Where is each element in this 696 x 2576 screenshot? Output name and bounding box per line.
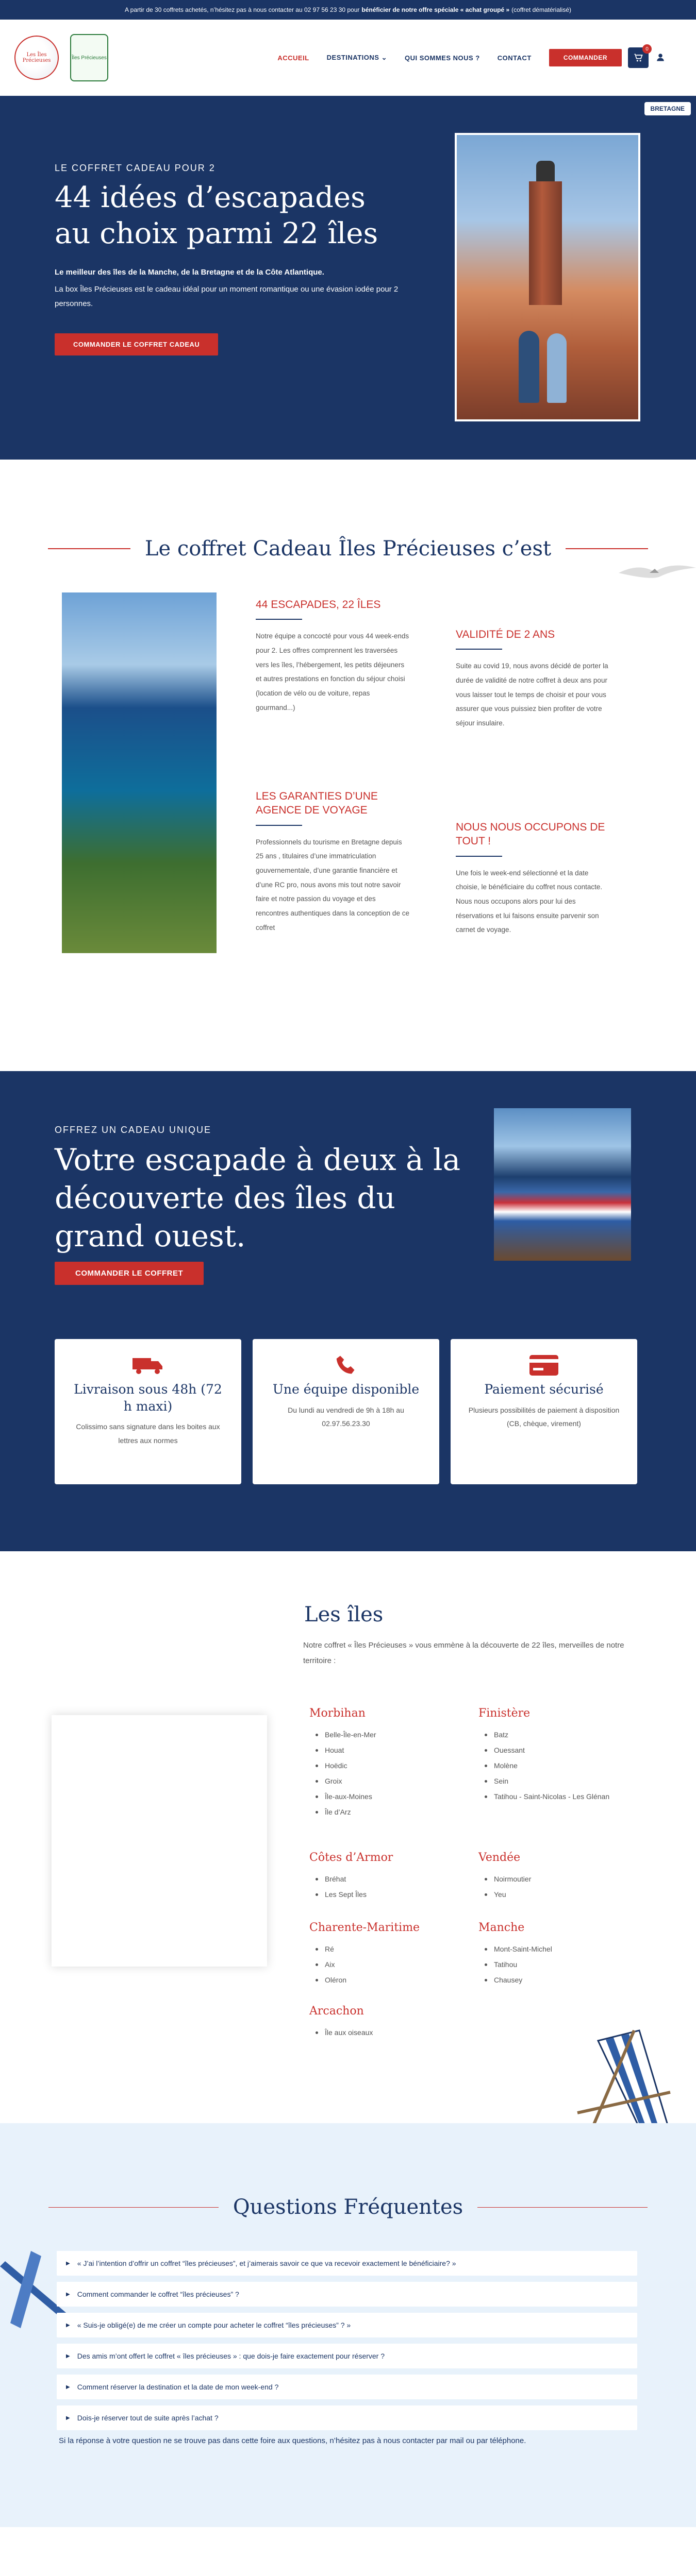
cart-count: 0 [642, 44, 652, 54]
iles-section [0, 1551, 696, 2123]
faq-item[interactable] [57, 2313, 637, 2337]
nav-qui-sommes-nous[interactable]: QUI SOMMES NOUS ? [405, 54, 480, 62]
phone-icon [268, 1352, 424, 1378]
user-icon [656, 53, 665, 62]
island-item: Sein [478, 1773, 628, 1789]
feature-card-livraison [55, 1339, 241, 1484]
escapade-title: Votre escapade à deux à la découverte des îles du grand ouest. [55, 1142, 461, 1254]
brand-logo-text: Les Îles Précieuses [22, 52, 51, 63]
island-item: Yeu [478, 1887, 628, 1902]
hero-content [55, 163, 410, 355]
faq-item[interactable] [57, 2344, 637, 2368]
island-list [478, 1727, 628, 1804]
island-list [309, 1727, 459, 1820]
feature-card-equipe [253, 1339, 439, 1484]
island-item: Aix [309, 1957, 459, 1972]
coffret-block-escapades [256, 598, 410, 715]
title-divider [48, 548, 130, 549]
title-divider [566, 548, 648, 549]
caret-right-icon: ▶ [66, 2353, 70, 2359]
card-text: Colissimo sans signature dans les boites aux lettres aux normes [76, 1422, 220, 1445]
person-shape [547, 333, 567, 403]
blb-section [0, 2527, 696, 2576]
escapade-content [55, 1125, 467, 1285]
region-title: Vendée [478, 1851, 521, 1864]
cart-icon [633, 53, 643, 63]
faq-question: Dois-je réserver tout de suite après l’achat ? [77, 2414, 219, 2422]
faq-title-row [0, 2195, 696, 2219]
block-text: Une fois le week-end sélectionné et la date choisie, le bénéficiaire du coffret nous contacte. Nous nous occupons alors pour lui des réservations et lui faisons ensuite parvenir son carnet de voyage. [456, 869, 603, 934]
hero-title: 44 idées d’escapades au choix parmi 22 îles [55, 181, 378, 250]
island-item: Île d’Arz [309, 1804, 459, 1820]
block-text: Suite au covid 19, nous avons décidé de porter la durée de validité de notre coffret à deux ans pour vous laisser tout le temps de choisir et pour vous assurer que vous puissiez bien profiter de votre séjour insulaire. [456, 662, 608, 727]
coffret-block-garanties [256, 789, 410, 935]
block-title: LES GARANTIES D’UNE AGENCE DE VOYAGE [256, 790, 378, 817]
video-embed[interactable] [52, 1715, 267, 1967]
nav-accueil[interactable]: ACCUEIL [277, 54, 309, 62]
island-list [309, 2025, 459, 2040]
block-rule [256, 825, 302, 826]
island-item: Belle-Île-en-Mer [309, 1727, 459, 1742]
island-item: Ré [309, 1941, 459, 1957]
region-arcachon [309, 2005, 459, 2040]
coffret-block-validite [456, 628, 610, 731]
credit-card-icon [466, 1352, 622, 1378]
hero-text: La box Îles Précieuses est le cadeau idéal pour un moment romantique ou une évasion iodée pour 2 personnes. [55, 284, 399, 308]
brand-logo[interactable] [14, 36, 59, 80]
region-title: Finistère [478, 1707, 531, 1720]
block-title: NOUS NOUS OCCUPONS DE TOUT ! [456, 821, 605, 848]
caret-right-icon: ▶ [66, 2291, 70, 2297]
island-item: Oléron [309, 1972, 459, 1988]
region-vendee [478, 1851, 628, 1902]
feature-card-paiement [451, 1339, 637, 1484]
island-list [478, 1941, 628, 1988]
hero-cta-button[interactable]: COMMANDER LE COFFRET CADEAU [55, 333, 218, 355]
faq-note: Si la réponse à votre question ne se trouve pas dans cette foire aux questions, n’hésitez pas à nous contacter par mail ou par téléphone. [59, 2436, 526, 2445]
faq-question: Des amis m’ont offert le coffret « îles précieuses » : que dois-je faire exactement pour réserver ? [77, 2352, 385, 2360]
region-title: Arcachon [309, 2005, 364, 2018]
island-item: Noirmoutier [478, 1871, 628, 1887]
label-logo [70, 34, 108, 81]
island-item: Île-aux-Moines [309, 1789, 459, 1804]
label-logo-text: Îles Précieuses [72, 55, 107, 61]
island-item: Tatihou - Saint-Nicolas - Les Glénan [478, 1789, 628, 1804]
faq-item[interactable] [57, 2405, 637, 2430]
caret-right-icon: ▶ [66, 2415, 70, 2421]
faq-question: « J’ai l’intention d’offrir un coffret “îles précieuses”, et j’aimerais savoir ce que va recevoir exactement le bénéficiaire? » [77, 2259, 456, 2267]
caret-right-icon: ▶ [66, 2384, 70, 2390]
person-shape [519, 331, 539, 403]
island-item: Houat [309, 1742, 459, 1758]
card-title: Paiement sécurisé [484, 1382, 604, 1397]
card-title: Une équipe disponible [272, 1382, 420, 1397]
island-list [309, 1871, 459, 1902]
island-item: Chausey [478, 1972, 628, 1988]
nav-destinations-label: DESTINATIONS [326, 54, 379, 61]
promo-bar [0, 0, 696, 20]
coast-photo [62, 592, 217, 953]
hero-photo-lighthouse [455, 133, 640, 421]
faq-section [0, 2123, 696, 2527]
block-text: Notre équipe a concocté pour vous 44 week-ends pour 2. Les offres comprennent les traversées vers les îles, l’hébergement, les petits déjeuners et autres prestations en fonction du séjour choisi (location de vélo ou de voiture, repas gourmand...) [256, 632, 409, 711]
island-item: Île aux oiseaux [309, 2025, 459, 2040]
hero-overline: LE COFFRET CADEAU POUR 2 [55, 163, 216, 173]
block-rule [256, 619, 302, 620]
coffret-block-occupons [456, 820, 610, 937]
block-title: VALIDITÉ DE 2 ANS [456, 629, 555, 640]
escapade-section [0, 1071, 696, 1551]
truck-icon [70, 1352, 226, 1378]
promo-bold[interactable]: bénéficier de notre offre spéciale « achat groupé » [361, 6, 510, 13]
escapade-overline: OFFREZ UN CADEAU UNIQUE [55, 1125, 212, 1135]
island-item: Batz [478, 1727, 628, 1742]
region-finistere [478, 1707, 628, 1804]
coffret-title-row [0, 537, 696, 561]
island-item: Tatihou [478, 1957, 628, 1972]
caret-right-icon: ▶ [66, 2322, 70, 2328]
card-text: Du lundi au vendredi de 9h à 18h au 02.97.56.23.30 [288, 1405, 404, 1428]
faq-item[interactable] [57, 2375, 637, 2399]
island-list [478, 1871, 628, 1902]
faq-question: Comment réserver la destination et la date de mon week-end ? [77, 2383, 279, 2391]
seagull-icon [619, 557, 696, 583]
escapade-cta-button[interactable]: COMMANDER LE COFFRET [55, 1262, 204, 1285]
nav-destinations[interactable] [327, 54, 387, 62]
block-text: Professionnels du tourisme en Bretagne depuis 25 ans , titulaires d’une immatriculation gouvernementale, d’une garantie financière et d’une RC pro, nous avons mis tout notre savoir faire et notre passion du voyage et des rencontres authentiques dans la conception de ce coffret [256, 838, 409, 931]
site-header [0, 20, 696, 96]
promo-end: (coffret dématérialisé) [511, 6, 571, 13]
nav-contact[interactable]: CONTACT [497, 54, 532, 62]
chevron-down-icon: ⌄ [381, 54, 387, 61]
island-item: Groix [309, 1773, 459, 1789]
region-title: Charente-Maritime [309, 1921, 420, 1934]
main-nav [277, 49, 622, 66]
faq-title: Questions Fréquentes [233, 2195, 463, 2219]
caret-right-icon: ▶ [66, 2260, 70, 2266]
island-item: Ouessant [478, 1742, 628, 1758]
feature-cards [55, 1339, 637, 1484]
island-item: Bréhat [309, 1871, 459, 1887]
island-item: Hoëdic [309, 1758, 459, 1773]
bretagne-badge: BRETAGNE [644, 102, 691, 115]
title-divider [48, 2207, 219, 2208]
card-title: Livraison sous 48h (72 h maxi) [74, 1382, 222, 1414]
iles-title: Les îles [304, 1603, 384, 1626]
faq-item[interactable] [57, 2282, 637, 2307]
block-rule [456, 856, 502, 857]
faq-question: « Suis-je obligé(e) de me créer un compte pour acheter le coffret “îles précieuses” ? » [77, 2321, 351, 2329]
region-charente-maritime [309, 1921, 459, 1988]
faq-question: Comment commander le coffret “îles précieuses” ? [77, 2290, 239, 2298]
hero-lead: Le meilleur des îles de la Manche, de la Bretagne et de la Côte Atlantique. [55, 268, 324, 277]
commander-button[interactable]: COMMANDER [549, 49, 622, 66]
lighthouse-shape [529, 181, 562, 305]
coffret-section [0, 460, 696, 1071]
cart-button[interactable] [628, 47, 649, 68]
iles-intro: Notre coffret « Îles Précieuses » vous emmène à la découverte de 22 îles, merveilles de notre territoire : [303, 1641, 624, 1665]
block-title: 44 ESCAPADES, 22 ÎLES [256, 599, 381, 611]
region-manche [478, 1921, 628, 1988]
hero [0, 96, 696, 460]
logos [14, 34, 108, 81]
block-rule [456, 649, 502, 650]
card-text: Plusieurs possibilités de paiement à disposition (CB, chèque, virement) [468, 1405, 620, 1428]
region-title: Morbihan [309, 1707, 366, 1720]
coffret-title: Le coffret Cadeau Îles Précieuses c’est [144, 537, 552, 561]
harbour-photo [494, 1108, 631, 1261]
region-morbihan [309, 1707, 459, 1820]
region-title: Manche [478, 1921, 525, 1934]
faq-list [57, 2251, 637, 2436]
title-divider [477, 2207, 648, 2208]
promo-text: A partir de 30 coffrets achetés, n’hésitez pas à nous contacter au 02 97 56 23 30 pour [124, 6, 360, 13]
island-item: Mont-Saint-Michel [478, 1941, 628, 1957]
account-button[interactable] [656, 53, 665, 63]
island-item: Les Sept Îles [309, 1887, 459, 1902]
island-item: Molène [478, 1758, 628, 1773]
region-cotes-armor [309, 1851, 459, 1902]
faq-item[interactable] [57, 2251, 637, 2276]
region-title: Côtes d’Armor [309, 1851, 393, 1864]
island-list [309, 1941, 459, 1988]
